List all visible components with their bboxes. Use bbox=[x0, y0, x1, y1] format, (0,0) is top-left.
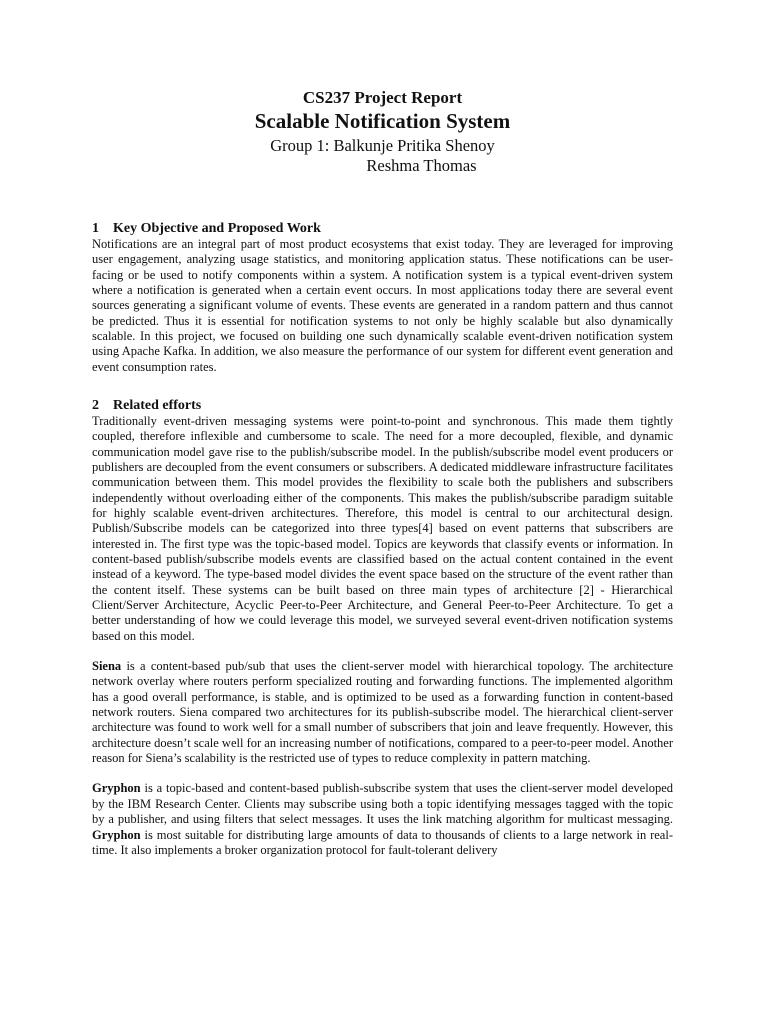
section-number: 2 bbox=[92, 397, 99, 413]
author-line-1: Group 1: Balkunje Pritika Shenoy bbox=[270, 135, 495, 155]
gryphon-term-2: Gryphon bbox=[92, 827, 141, 842]
section-heading bbox=[92, 398, 673, 414]
course-title: CS237 Project Report bbox=[302, 88, 463, 107]
section-title: Related efforts bbox=[113, 397, 202, 413]
section-heading bbox=[92, 221, 673, 237]
document-page bbox=[92, 88, 673, 858]
gryphon-text-1: is a topic-based and content-based publish-subscribe system that uses the client-server model developed by the IBM Research Center. Clients may subscribe using both a topic identifying messages tagged with the topic by a publisher, and using filters that select messages. It uses the link matching algorithm for multicast messaging. bbox=[92, 781, 673, 827]
gryphon-term: Gryphon bbox=[92, 781, 141, 796]
gryphon-paragraph bbox=[92, 781, 673, 858]
section-title: Key Objective and Proposed Work bbox=[113, 220, 321, 236]
section-key-objective bbox=[92, 221, 673, 375]
siena-term: Siena bbox=[92, 659, 122, 674]
section-paragraph: Traditionally event-driven messaging systems were point-to-point and synchronous. This made them tightly coupled, therefore inflexible and cumbersome to scale. The need for a more decoupled, flexible, and dynamic communication model gave rise to the publish/subscribe model. In the publish/subscribe model event producers or publishers are decoupled from the event consumers or subscribers. A dedicated middleware infrastructure facilitates communication between them. This model provides the flexibility to scale both the publishers and subscribers independently without overloading either of the components. This makes the publish/subscribe paradigm suitable for highly scalable event-driven architectures. Therefore, this model is central to our architectural design. Publish/Subscribe models can be categorized into three types[4] based on event patterns that subscribers are interested in. The first type was the topic-based model. Topics are keywords that classify events or information. In content-based publish/subscribe models events are classified based on the actual content contained in the event instead of a keyword. The type-based model divides the event space based on the structure of the event rather than the content itself. These systems can be built based on three main types of architecture [2] - Hierarchical Client/Server Architecture, Acyclic Peer-to-Peer Architecture, and General Peer-to-Peer Architecture. To get a better understanding of how we could leverage this model, we surveyed several event-driven notification systems based on this model. bbox=[92, 413, 673, 643]
gryphon-text-2: is most suitable for distributing large amounts of data to thousands of clients to a large network in real-time. It also implements a broker organization protocol for fault-tolerant delivery bbox=[92, 827, 673, 857]
section-related-efforts bbox=[92, 398, 673, 644]
siena-text: is a content-based pub/sub that uses the client-server model with hierarchical topology. The architecture network overlay where routers perform specialized routing and forwarding functions. The implemented algorithm has a good overall performance, is stable, and is optimized to be used as a forwarding function in content-based network routers. Siena compared two architectures for its publish-subscribe model. The hierarchical client-server architecture was found to work well for a small number of subscribers that join and leave frequently. However, this architecture doesn’t scale well for an increasing number of notifications, compared to a peer-to-peer model. Another reason for Siena’s scalability is the restricted use of types to reduce complexity in pattern matching. bbox=[92, 659, 673, 766]
authors bbox=[92, 136, 673, 177]
author-line-2: Reshma Thomas bbox=[366, 156, 477, 176]
title-block bbox=[92, 88, 673, 177]
paper-title: Scalable Notification System bbox=[254, 109, 511, 134]
section-paragraph: Notifications are an integral part of most product ecosystems that exist today. They are leveraged for improving user engagement, analyzing usage statistics, and monitoring application status. These notifications can be user-facing or be used to notify components within a system. A notification system is a typical event-driven system where a notification is generated when a certain event occurs. In most applications today there are several event sources generating a significant volume of events. These events are generated in a random pattern and thus cannot be predicted. Thus it is essential for notification systems to not only be highly scalable but also dynamically scalable. In this project, we focused on building one such dynamically scalable event-driven notification system using Apache Kafka. In addition, we also measure the performance of our system for different event generation and event consumption rates. bbox=[92, 236, 673, 374]
siena-paragraph bbox=[92, 659, 673, 766]
section-number: 1 bbox=[92, 220, 99, 236]
